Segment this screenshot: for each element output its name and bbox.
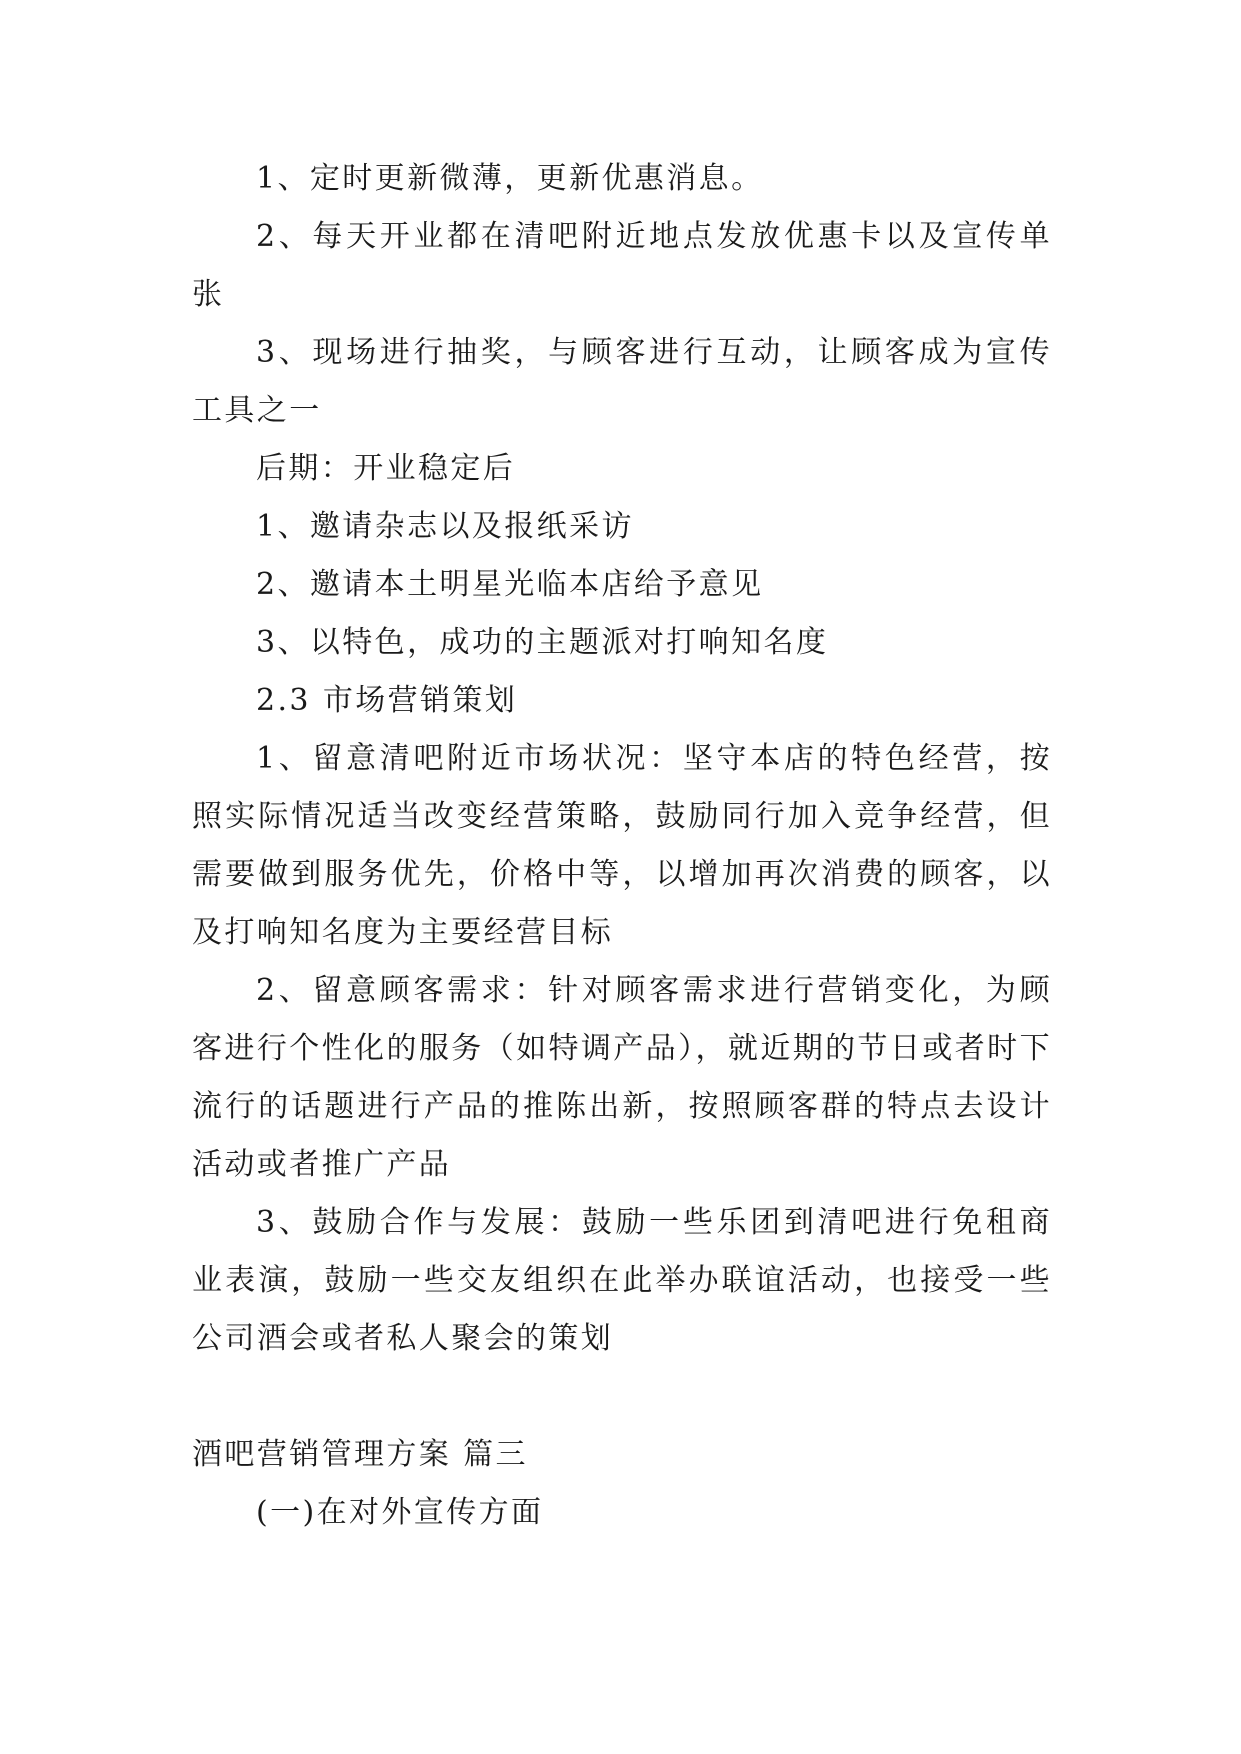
subsection-heading: 2.3 市场营销策划 <box>256 683 518 718</box>
paragraph-11: 3、鼓励合作与发展：鼓励一些乐团到清吧进行免租商业表演，鼓励一些交友组织在此举办联谊活动，也接受一些公司酒会或者私人聚会的策划 <box>192 1205 1052 1356</box>
paragraph-10: 2、留意顾客需求：针对顾客需求进行营销变化，为顾客进行个性化的服务（如特调产品），就近期的节日或者时下流行的话题进行产品的推陈出新，按照顾客群的特点去设计活动或者推广产品 <box>192 973 1052 1182</box>
paragraph-2: 2、每天开业都在清吧附近地点发放优惠卡以及宣传单张 <box>192 219 1052 312</box>
section-heading: 酒吧营销管理方案 篇三 <box>192 1437 528 1472</box>
document-body <box>192 150 1052 1542</box>
paragraph-4: 后期：开业稳定后 <box>256 451 516 486</box>
paragraph-after-heading: (一)在对外宣传方面 <box>256 1495 544 1530</box>
paragraph-1: 1、定时更新微薄，更新优惠消息。 <box>256 161 764 196</box>
paragraph-7: 3、以特色，成功的主题派对打响知名度 <box>256 625 829 660</box>
paragraph-5: 1、邀请杂志以及报纸采访 <box>256 509 634 544</box>
paragraph-3: 3、现场进行抽奖，与顾客进行互动，让顾客成为宣传工具之一 <box>192 335 1052 428</box>
paragraph-9: 1、留意清吧附近市场状况：坚守本店的特色经营，按照实际情况适当改变经营策略，鼓励同行加入竞争经营，但需要做到服务优先，价格中等，以增加再次消费的顾客，以及打响知名度为主要经营目标 <box>192 741 1052 950</box>
paragraph-6: 2、邀请本土明星光临本店给予意见 <box>256 567 764 602</box>
